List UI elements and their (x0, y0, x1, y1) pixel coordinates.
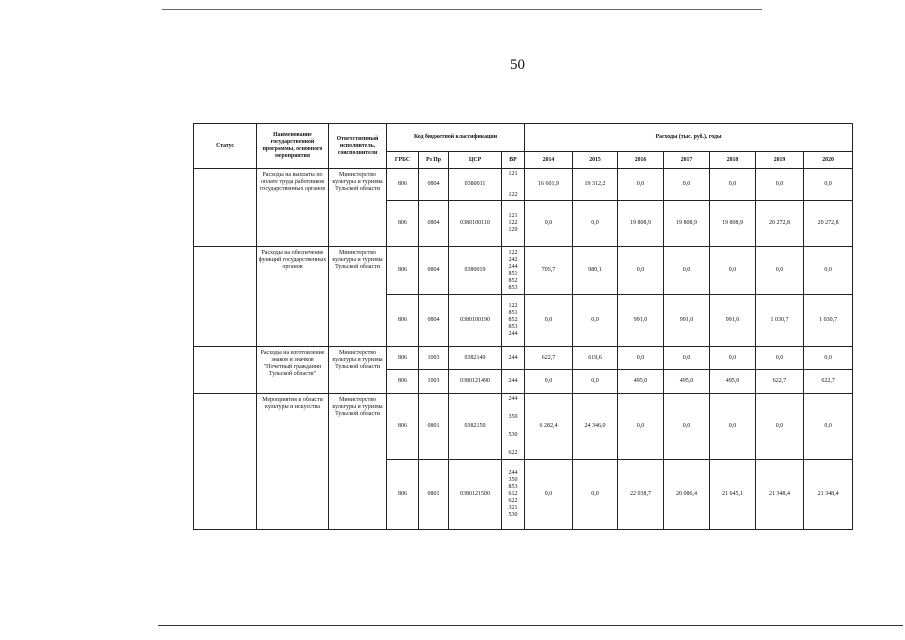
amount-cell: 19 808,9 (710, 201, 756, 247)
rzpr-cell: 0804 (419, 169, 449, 201)
amount-cell: 495,0 (618, 370, 664, 394)
csr-cell: 0380100110 (449, 201, 502, 247)
vr-code: 244 (508, 378, 518, 384)
vr-code: 350 (508, 414, 518, 420)
amount-cell: 0,0 (756, 247, 804, 295)
amount-cell: 21 348,4 (756, 460, 804, 530)
top-rule (162, 9, 762, 10)
activity-name: Мероприятия в области культуры и искусства (257, 394, 329, 530)
amount-cell: 0,0 (756, 394, 804, 460)
amount-cell: 619,6 (573, 347, 618, 370)
rzpr-cell: 0801 (419, 460, 449, 530)
amount-cell: 20 086,4 (664, 460, 710, 530)
amount-cell: 0,0 (573, 370, 618, 394)
vr-code: 244 (508, 263, 518, 270)
grbs-cell: 806 (387, 394, 419, 460)
csr-cell: 0382150 (449, 394, 502, 460)
amount-cell: 0,0 (664, 347, 710, 370)
vr-cell (502, 460, 525, 530)
vr-code: 851 (508, 310, 518, 316)
rzpr-cell: 0804 (419, 295, 449, 347)
rzpr-cell: 1003 (419, 347, 449, 370)
amount-cell: 0,0 (804, 394, 853, 460)
amount-cell: 0,0 (804, 247, 853, 295)
amount-cell: 1 030,7 (756, 295, 804, 347)
amount-cell: 0,0 (756, 347, 804, 370)
amount-cell: 6 282,4 (525, 394, 573, 460)
header-executor: Ответственный исполнитель, соисполнители (329, 124, 387, 169)
vr-code: 321 (508, 505, 518, 511)
header-name: Наименование государственной программы, основного мероприятия (257, 124, 329, 169)
vr-cell (502, 394, 525, 460)
amount-cell: 0,0 (804, 347, 853, 370)
header-year-2016: 2016 (618, 152, 664, 169)
amount-cell: 622,7 (804, 370, 853, 394)
amount-cell: 0,0 (573, 201, 618, 247)
table-row (194, 394, 853, 460)
vr-code: 129 (508, 227, 518, 233)
header-year-2019: 2019 (756, 152, 804, 169)
csr-cell: 0380019 (449, 247, 502, 295)
amount-cell: 980,1 (573, 247, 618, 295)
amount-cell: 0,0 (756, 169, 804, 201)
amount-cell: 19 808,9 (664, 201, 710, 247)
csr-cell: 0380011 (449, 169, 502, 201)
grbs-cell: 806 (387, 370, 419, 394)
amount-cell: 705,7 (525, 247, 573, 295)
executor-name: Министерство культуры и туризма Тульской области (329, 394, 387, 530)
amount-cell: 0,0 (710, 394, 756, 460)
amount-cell: 0,0 (573, 460, 618, 530)
executor-name: Министерство культуры и туризма Тульской области (329, 347, 387, 394)
csr-cell: 0380121490 (449, 370, 502, 394)
vr-code: 852 (508, 317, 518, 323)
header-vr: ВР (502, 152, 525, 169)
grbs-cell: 806 (387, 201, 419, 247)
vr-code: 122 (508, 191, 518, 198)
vr-code: 622 (508, 498, 518, 504)
vr-code: 851 (508, 270, 518, 277)
activity-name: Расходы на изготовление знаков и значков "Почетный гражданин Тульской области" (257, 347, 329, 394)
amount-cell: 0,0 (618, 247, 664, 295)
status-cell (194, 394, 257, 530)
amount-cell: 0,0 (710, 347, 756, 370)
bottom-rule (158, 625, 903, 626)
amount-cell: 20 272,8 (756, 201, 804, 247)
amount-cell: 0,0 (664, 394, 710, 460)
vr-code: 122 (508, 303, 518, 309)
grbs-cell: 806 (387, 247, 419, 295)
table-row (194, 169, 853, 201)
amount-cell: 0,0 (804, 169, 853, 201)
amount-cell: 991,0 (664, 295, 710, 347)
amount-cell: 0,0 (618, 169, 664, 201)
grbs-cell: 806 (387, 169, 419, 201)
vr-code: 612 (508, 491, 518, 497)
activity-name: Расходы на обеспечение функций государственных органов (257, 247, 329, 347)
header-csr: ЦСР (449, 152, 502, 169)
vr-code: 121 (508, 213, 518, 219)
header-budget-code: Код бюджетной классификации (387, 124, 525, 152)
amount-cell: 0,0 (664, 247, 710, 295)
csr-cell: 0382149 (449, 347, 502, 370)
amount-cell: 16 601,9 (525, 169, 573, 201)
vr-code: 530 (508, 432, 518, 438)
csr-cell: 0380100190 (449, 295, 502, 347)
vr-cell (502, 247, 525, 295)
vr-code: 853 (508, 484, 518, 490)
header-status: Статус (194, 124, 257, 169)
executor-name: Министерство культуры и туризма Тульской области (329, 247, 387, 347)
amount-cell: 0,0 (618, 394, 664, 460)
vr-code: 350 (508, 477, 518, 483)
vr-cell (502, 169, 525, 201)
activity-name: Расходы на выплаты по оплате труда работников государственных органов (257, 169, 329, 247)
amount-cell: 495,0 (710, 370, 756, 394)
header-year-2014: 2014 (525, 152, 573, 169)
amount-cell: 0,0 (710, 169, 756, 201)
rzpr-cell: 0804 (419, 247, 449, 295)
amount-cell: 24 346,0 (573, 394, 618, 460)
amount-cell: 0,0 (710, 247, 756, 295)
header-expenses: Расходы (тыс. руб.), годы (525, 124, 853, 152)
amount-cell: 991,0 (618, 295, 664, 347)
amount-cell: 622,7 (525, 347, 573, 370)
amount-cell: 0,0 (618, 347, 664, 370)
table-row (194, 247, 853, 295)
vr-code: 852 (508, 277, 518, 284)
amount-cell: 991,0 (710, 295, 756, 347)
rzpr-cell: 0804 (419, 201, 449, 247)
rzpr-cell: 0801 (419, 394, 449, 460)
vr-code: 853 (508, 284, 518, 291)
executor-name: Министерство культуры и туризма Тульской области (329, 169, 387, 247)
amount-cell: 21 348,4 (804, 460, 853, 530)
grbs-cell: 806 (387, 460, 419, 530)
page-number: 50 (510, 57, 525, 73)
amount-cell: 0,0 (573, 295, 618, 347)
header-year-2017: 2017 (664, 152, 710, 169)
amount-cell: 22 038,7 (618, 460, 664, 530)
grbs-cell: 806 (387, 347, 419, 370)
header-year-2018: 2018 (710, 152, 756, 169)
table-row (194, 347, 853, 370)
vr-code: 244 (508, 396, 518, 402)
vr-cell (502, 201, 525, 247)
amount-cell: 622,7 (756, 370, 804, 394)
header-year-2020: 2020 (804, 152, 853, 169)
vr-code: 122 (508, 249, 518, 256)
amount-cell: 0,0 (525, 370, 573, 394)
amount-cell: 21 645,1 (710, 460, 756, 530)
vr-code: 121 (508, 170, 518, 177)
amount-cell: 19 312,2 (573, 169, 618, 201)
vr-code: 244 (508, 331, 518, 337)
vr-cell (502, 295, 525, 347)
header-rzpr: Рз Пр (419, 152, 449, 169)
grbs-cell: 806 (387, 295, 419, 347)
amount-cell: 0,0 (525, 295, 573, 347)
rzpr-cell: 1003 (419, 370, 449, 394)
amount-cell: 0,0 (664, 169, 710, 201)
vr-code: 530 (508, 512, 518, 518)
budget-table (193, 123, 853, 530)
amount-cell: 1 030,7 (804, 295, 853, 347)
amount-cell: 19 808,9 (618, 201, 664, 247)
header-year-2015: 2015 (573, 152, 618, 169)
amount-cell: 0,0 (525, 201, 573, 247)
amount-cell: 0,0 (525, 460, 573, 530)
amount-cell: 495,0 (664, 370, 710, 394)
status-cell (194, 169, 257, 247)
vr-code: 244 (508, 354, 518, 361)
vr-code: 244 (508, 470, 518, 476)
vr-code: 122 (508, 220, 518, 226)
status-cell (194, 347, 257, 394)
vr-code: 242 (508, 256, 518, 263)
vr-code: 622 (508, 450, 518, 456)
amount-cell: 20 272,8 (804, 201, 853, 247)
vr-cell (502, 370, 525, 394)
header-grbs: ГРБС (387, 152, 419, 169)
status-cell (194, 247, 257, 347)
csr-cell: 0380121500 (449, 460, 502, 530)
vr-cell (502, 347, 525, 370)
vr-code: 853 (508, 324, 518, 330)
